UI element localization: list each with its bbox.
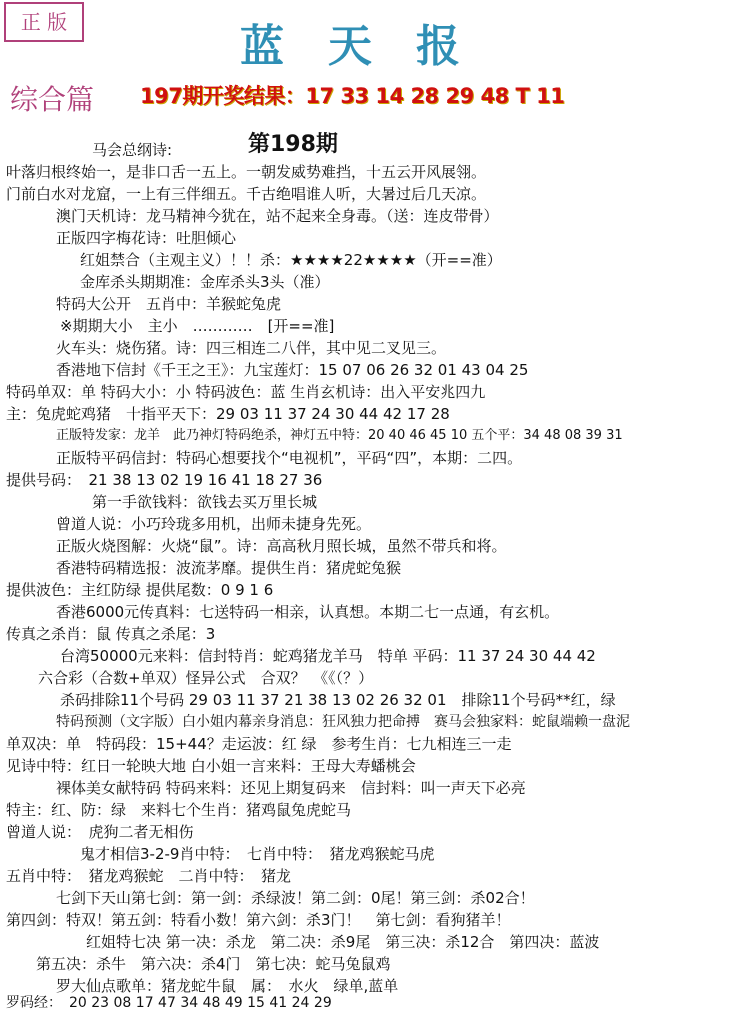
text-line: 第一手欲钱料：欲钱去买万里长城 [92, 493, 318, 511]
text-line: 正版火烧图解：火烧“鼠”。诗：高高秋月照长城，虽然不带兵和将。 [56, 537, 507, 555]
text-line: 正版四字梅花诗：吐胆倾心 [56, 229, 237, 247]
text-line: 特码预测（文字版）白小姐内幕亲身消息：狂风独力把命搏 赛马会独家料：蛇鼠端赖一盘泥 [56, 714, 630, 730]
text-line: 传真之杀肖：鼠 传真之杀尾：3 [6, 625, 216, 643]
text-line: 金库杀头期期准：金库杀头3头（准） [80, 273, 330, 291]
text-line: 红姐禁合（主观主义）！！杀：★★★★22★★★★（开==准） [80, 251, 502, 269]
issue-number: 第198期 [248, 132, 338, 157]
text-line: 香港6000元传真料：七送特码一相亲，认真想。本期二七一点通，有玄机。 [56, 603, 560, 621]
text-line: 特主：红、防：绿 来料七个生肖：猪鸡鼠兔虎蛇马 [6, 801, 352, 819]
text-line: 六合彩（合数+单双）怪异公式 合双？ 《《（？） [38, 669, 374, 687]
lottery-result: 197期开奖结果：17 33 14 28 29 48 T 11 [140, 84, 565, 108]
text-line: 火车头：烧伤猪。诗：四三相连二八伴，其中见二叉见三。 [56, 339, 447, 357]
text-line: 主：兔虎蛇鸡猪 十指平天下：29 03 11 37 24 30 44 42 17 28 [6, 405, 450, 423]
text-line: 台湾50000元来料：信封特肖：蛇鸡猪龙羊马 特单 平码：11 37 24 30 44 42 [60, 647, 596, 665]
text-line: 曾道人说： 虎狗二者无相伤 [6, 823, 194, 841]
text-line: 香港地下信封《千王之王》：九宝莲灯：15 07 06 26 32 01 43 04 25 [56, 361, 529, 379]
text-line: 提供波色：主红防绿 提供尾数：0 9 1 6 [6, 581, 274, 599]
text-line: 门前白水对龙窟，一上有三伴细五。千古绝唱谁人听，大暑过后几天凉。 [6, 185, 487, 203]
text-line: 见诗中特：红日一轮映大地 白小姐一言来料：王母大寿蟠桃会 [6, 757, 416, 775]
text-line: 特码大公开 五肖中：羊猴蛇兔虎 [56, 295, 282, 313]
text-line: ※期期大小 主小 ………… [开==准] [60, 317, 335, 335]
text-line: 第五决：杀牛 第六决：杀4门 第七决：蛇马兔鼠鸡 [36, 955, 391, 973]
text-line: 单双决：单 特码段：15+44？走运波：红 绿 参考生肖：七九相连三一走 [6, 735, 512, 753]
text-line: 曾道人说：小巧玲珑多用机，出师未捷身先死。 [56, 515, 372, 533]
text-line: 正版特发家：龙羊 此乃神灯特码绝杀，神灯五中特：20 40 46 45 10 五个平：34 48 08 39 31 [56, 428, 623, 443]
text-line: 七剑下天山第七剑：第一剑：杀绿波！第二剑：0尾！第三剑：杀02合！ [56, 889, 535, 907]
edition-badge: 正 版 [4, 2, 84, 42]
paper-title: 蓝天报 [240, 21, 504, 72]
text-line: 提供号码： 21 38 13 02 19 16 41 18 27 36 [6, 471, 323, 489]
text-line: 澳门天机诗：龙马精神今犹在，站不起来全身毒。（送：连皮带骨） [56, 207, 499, 225]
text-line: 杀码排除11个号码 29 03 11 37 21 38 13 02 26 32 01 排除11个号码**红，绿 [60, 691, 616, 709]
text-line: 五肖中特： 猪龙鸡猴蛇 二肖中特： 猪龙 [6, 867, 292, 885]
text-line: 香港特码精选报：波流茅靡。提供生肖：猪虎蛇兔猴 [56, 559, 402, 577]
text-line: 红姐特七决 第一决：杀龙 第二决：杀9尾 第三决：杀12合 第四决：蓝波 [86, 933, 600, 951]
text-line: 第四剑：特双！第五剑：特看小数！第六剑：杀3门！ 第七剑：看狗猪羊！ [6, 911, 511, 929]
text-line: 裸体美女献特码 特码来料：还见上期复码来 信封料：叫一声天下必亮 [56, 779, 526, 797]
text-line: 鬼才相信3-2-9肖中特： 七肖中特： 猪龙鸡猴蛇马虎 [80, 845, 435, 863]
text-line: 罗码经： 20 23 08 17 47 34 48 49 15 41 24 29 [6, 995, 332, 1011]
text-line: 罗大仙点歌单：猪龙蛇牛鼠 属： 水火 绿单,蓝单 [56, 977, 399, 995]
text-line: 特码单双：单 特码大小：小 特码波色：蓝 生肖玄机诗：出入平安兆四九 [6, 383, 486, 401]
text-line: 叶落归根终始一，是非口舌一五上。一朝发威势难挡，十五云开风展翎。 [6, 163, 487, 181]
text-line: 正版特平码信封：特码心想要找个“电视机”，平码“四”，本期：二四。 [56, 449, 523, 467]
section-label: 综合篇 [10, 83, 95, 116]
text-line: 马会总纲诗: [92, 141, 173, 159]
